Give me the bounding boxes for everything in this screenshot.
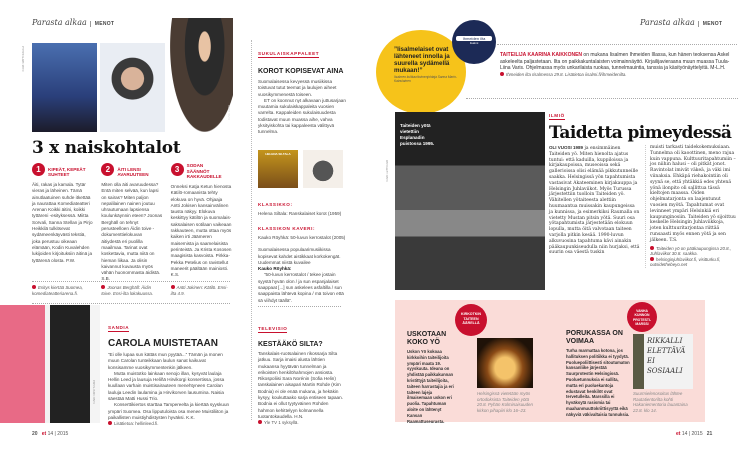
divider xyxy=(258,306,341,307)
caption-text: Taiteiden yö on pääkaupungissa 20.8., Juhlaviikot 30.8. saakka. xyxy=(650,245,732,257)
photo-woman-hood xyxy=(170,18,233,132)
divider xyxy=(32,281,230,282)
issue: 14 xyxy=(47,431,54,437)
album-cover-royhka xyxy=(303,150,343,188)
page-title: 3 x naiskohtalot xyxy=(32,138,181,158)
box-title: PORUKASSA ON VOIMAA xyxy=(566,330,623,345)
label: KLASSIKKO: xyxy=(258,201,293,207)
section-label: Parasta alkaa xyxy=(32,18,87,27)
info-line xyxy=(650,246,737,257)
article-text: Suomalaisessa populaarimusiikissa kopisevat kahdet aistikkaat korkokengät. Uudemmat niistä kuvailee xyxy=(258,247,341,265)
album-cover-siltala: HELENA SILTALA xyxy=(258,150,298,188)
page-number: 20 xyxy=(32,431,38,437)
link-text[interactable]: helsinginjuhlaviikot.fi, visitturku.fi, outsidethebeyo.net xyxy=(650,256,721,268)
item-3 xyxy=(171,163,232,283)
item-caption xyxy=(32,285,93,296)
caption-text: Esitys kiertää Suomea, komediateatteriarena.fi. xyxy=(32,285,83,296)
right-page-header xyxy=(640,18,722,27)
song-info: Kauko Röyhkä: 50-luvun kerrostalot (2005) xyxy=(258,234,346,240)
section-label: Parasta alkaa xyxy=(640,18,695,27)
photo-credit: KUVA: LEHTIKUVA xyxy=(386,160,389,182)
article-title: Taidetta pimeydessä xyxy=(549,123,732,143)
magazine-name: et xyxy=(41,431,47,437)
section-kicker: ILMIÖ xyxy=(549,113,565,118)
divider xyxy=(32,303,230,304)
column-divider xyxy=(251,40,252,420)
photo-caption: Suurmielenosoitus lähtee Rautatientorilta kohti Hakaniementoria lauantaina 22.8. klo 14. xyxy=(633,391,688,413)
category-label: MENOT xyxy=(90,21,115,27)
number-badge: 2 xyxy=(101,163,114,176)
item-text: Äiti, rakas ja kamala. Tytär vieras ja läheinen. Tämä ainutlaatuinen suhde itkettää ja naurattaa Komediateatteri Arenan Koikki äitini, koikki tyttäreni -esityksessä. Miitta Sorvali, Sanna Stellan ja Pirjo Heikkilä tulkitsevat sydämeenkäyvästi tekstiä, joka perustuu oikeaan elämään, Kodin Kuvalehden lukijoiden kirjoituksiin äitinä ja tyttärenä olosta. P.W. xyxy=(32,182,93,263)
badge-kirkot: KIRKOTKIN TAITEEN ÄÄRELLÄ xyxy=(455,304,487,336)
badge-protesti: VANHA KUNNON PROTESTI-MARSSI xyxy=(627,302,657,332)
intro-body: on mukana Iisalmen Ihmeiden Illassa, kun hänen teoksensa Askel askeleelta paljastetaan. Ilta on paikkakuntalaisten voimainnäyttö. Kirjailijavieraana muun muassa Tuula-Liina Varis. Ohjelmassa myös unkarilaista ruokaa, tunnelmauintia, tanssia ja käsityönäyttelyitä. M-L.H. xyxy=(500,52,730,71)
photo-protest-sign: RIKKALLI ELETTÄVÄ EI SOSIAALI xyxy=(633,334,693,389)
item-heading: ÄITI LENSI AVARUUTEEN xyxy=(117,166,149,177)
caption-text: Antti Jokinen: Kätilö. Ensi-ilta 4.9. xyxy=(170,285,228,296)
item-caption xyxy=(171,285,232,296)
item-2 xyxy=(101,163,162,283)
caption-text: Joonas Berghäll: Äidin toive. Ensi-ilta lokakuussa. xyxy=(101,285,154,296)
left-page-header xyxy=(32,18,114,27)
article-text: ET on koonnut nyt alkavaan juttusarjaan muutamia sukulaiskappaleita vuosien varrelta. Kappaleiden sukulaisuudesta todistavat muun muassa aihe, vahva yksityiskohta tai kappaleesta välittyvä tunnelma. xyxy=(258,97,346,135)
issue: 14 xyxy=(681,431,688,437)
sukulais-article xyxy=(258,42,346,304)
logo-text: Iisalmi xyxy=(469,41,479,45)
info-line xyxy=(650,257,737,268)
quote-label: Kauko Röyhkä: xyxy=(258,266,292,272)
photo-singers xyxy=(0,305,100,423)
number-badge: 3 xyxy=(171,163,184,176)
photo-caption: Helsingissä vietetään myös ortodoksista Taiteiden yötä 20.8. Pyhän Kolminaisuuden kirkon pihapiiri klo 16–23. xyxy=(477,391,533,413)
box-text: Uskon Yö kokoaa kirkkoihin taiteilijoita ympäri maata 19. syyskuuta. Ideana on yhdistää paikkakunnan kristittyjä taiteilijoita, taiteen harrastajia ja eri taiteen lajeja ilmaisemaan uskon eri puolia. Tapahtuman aloite on lähtenyt Kansan Raamattuseurasta. xyxy=(407,349,454,424)
year: 2015 xyxy=(57,431,69,437)
item-text: Onneksi Katja Ketun hienosta Kätilö-romaanista tehty elokuva on hyvä. Ohjaaja Antti Jokisen kansainvälinen tausta näkyy. Elokuva keskittyy kätilön ja suomalais-saksalaisen sotilaan vaikeaan rakkauteen, mutta ottaa myös kaiken irti Jäämeren maisemista ja saamelaisista perinteistä. Ja Krista Kososen maagisista kasvoista. Pirkka-Pekka Petelius on ravistellut maneerit päältään mainiosti. K.S. xyxy=(170,184,232,278)
article-title: KOROT KOPISEVAT AINA xyxy=(258,68,344,75)
article-text: muisti tarkasti taidekokemuksiaan. Tunnelma oli kaoottinen, meno rajua kuin vappuna. Kulttuuritapahtumiin – jos niihin halusi – oli pitkät jonot. Ravintolat imivät väkeä, ja väki imi viinaksia. Ehkäpä riehakointiin oli syynä se, että yhtäkkiä edes yhtenä yönä ilonpito oli sallittua tässä kieltojen maassa. Öiden ohjelmatarjonta on laajentunut vuosien myötä. Tapahtumat ovat levinneet ympäri Helsinkiä eri kaupunginosiin. Taiteiden yö sijoittuu keskelle Helsingin Juhlaviikkoja, joten kulttuuritarjontaa riittää runsaasti myös ennen yötä ja sen jälkeen. T.S. xyxy=(650,145,736,243)
box-text: Turha marmattaa kotona, jos hallituksen politiikka ei tyydytä. Puoluepoliittisesti sitoutumaton kansanliike järjestää Suurprotestin Helsingissä. Puoluetunnuksia ei sallita, mutta eri puoluekantoja edustavat henkilöt ovat tervetulleita. Marssilla ei hyväksytä rasismia tai maahanmuuttokriittisyyttä eikä näkyviä väkivaltaisia tunnuksia. xyxy=(566,348,630,417)
photo-credit: KUVA: EROS xyxy=(228,105,231,121)
category-label: MENOT xyxy=(698,21,723,27)
ilmio-article xyxy=(549,104,737,268)
photo-credit: KUVA: MATTI RAJALA xyxy=(22,46,25,72)
porukassa-item xyxy=(566,330,630,418)
bubble-quote: ”Iisalmelaiset ovat lähteneet innolla ja suurella sydämellä mukaan!” xyxy=(394,46,450,74)
carola-article xyxy=(108,316,232,427)
tv-article xyxy=(258,317,343,426)
logo-text: Ihmeiden ilta xyxy=(456,36,492,41)
caption-text[interactable]: Lisätietoa: hellinleed.fi. xyxy=(114,421,159,427)
uskotaan-item xyxy=(407,331,457,424)
item-1 xyxy=(32,163,93,283)
article-text: Konserttikiertos starttaa Tampereelta ja kiertää syyskuun ympäri Suomea. Osa lipputuloista osa menee Muistiliiton ja paikallisten muistiyhdistysten hyväksi. K.K. xyxy=(108,402,230,420)
photo-candles xyxy=(477,338,533,388)
song-info: Helena Siltala: Ranskalaiset korot (1959) xyxy=(258,210,342,216)
article-text: Mutta muistotko lainkaan senojo illan, kysyvät laulaja Hellin Leed ja lausuja Heliñä Hirvikorgi konsertissa, jossa kuullaan varhain muistisairauteen menehtyneen Carolan lauluja Leedin laulamina ja Hirvikorven lausumina. Naisia säestää Matti Hussi Trio. xyxy=(108,370,225,402)
right-footer: et 14 | 2015 21 xyxy=(676,431,713,437)
lyrics-quote: ”50-luvun kerrostalot / tekee jostain syystä hyvän olon / ja sun espanjalaiset saappaat [...] sun askelees asfaltilla / sun saappaista lähtevä kopina / mä toivon että sä viihdyt täällä”. xyxy=(258,272,344,303)
article-title: CAROLA MUISTETAAN xyxy=(108,338,218,349)
article-title: KESTÄÄKÖ SILTA? xyxy=(258,341,323,348)
article-caption xyxy=(108,421,232,427)
three-items xyxy=(32,163,232,283)
photo-caption: Taiteiden yötä vietettiin Esplanadin puistossa 1995. xyxy=(400,123,435,146)
article-text: Suomalaisessa kevyessä musiikissa toistuvat tutut teemat ja laulujen aiheet vuosikymmenestä toiseen. xyxy=(258,79,337,97)
intro-text xyxy=(500,52,730,77)
label: KLASSIKON KAVERI: xyxy=(258,225,316,231)
number-badge: 1 xyxy=(32,163,45,176)
section-kicker: SANDIA xyxy=(108,325,130,330)
box-title: USKOTAAN KOKO YÖ xyxy=(407,331,447,346)
section-kicker: TELEVISIO xyxy=(258,326,288,331)
article-col-1 xyxy=(549,145,640,268)
ihmeiden-ilta-logo xyxy=(452,20,496,64)
photo-credit: KUVA: KIRSI TUURA xyxy=(93,380,96,404)
year: 2015 xyxy=(691,431,703,437)
divider xyxy=(497,44,737,45)
divider xyxy=(466,98,738,99)
article-lead: OLI VUOSI 1989 xyxy=(549,145,584,150)
intro-lead: TAITEILIJA KAARINA KAIKKONEN xyxy=(500,52,583,58)
item-heading: KIPEÄT, KEPEÄT SUHTEET xyxy=(48,166,86,177)
item-caption xyxy=(101,285,162,296)
magazine-name: et xyxy=(676,431,681,437)
caption-text: Yle TV 1 syksyllä. xyxy=(264,420,299,426)
item-heading: SODAN SÄÄNNÖT RAKKAUDELLE xyxy=(186,163,222,179)
article-text: ja ensimmäinen Taiteiden yö. Miten hienolta ajatus tuntui: että kaduilla, kuppiloissa ja kirjakaupoissa, museoissa sekä gallerioissa olisi elämää pikkutunneille saakka. Helsingissä yön tapahtumista vastasivat Akateeminen kirjakauppa ja Helsingin Juhlaviikot. Myös Turussa järjestettiin tuolloin Taiteiden yö. Vähitellen yötaiteesta alettiin huumaantua muissakin kaupungeissa ja kunnissa, ja esimerkiksi Raumalla on vietetty Mustan pitsin yötä. Suuri osa yötapahtumista järjestetään elokuun lopulla, mutta öitä valvotaan taiteen varjolla pitkin kesää. 1990-luvun alkuvuosina tapahtuma kävi ainakin pääkaupunkiseudulla niin hurjaksi, että suurin osa väestä tuskin xyxy=(549,146,640,256)
caption-text: Ihmeiden ilta Iisalmessa 29.8. Lisätietoa iisalmi.fi/ihmeidenilta. xyxy=(506,71,627,77)
photo-astronaut xyxy=(100,43,165,132)
item-text: Miten olla äiti avaruudessa? Entä miten selvää, kun lapsi on sairas? Miten paljon nepalilainen nainen joutuu uhrautumaan lapsiensa koulunkäynnin eteen? Joonas Berghäll on tehnyt perusteelloen Äidin toive -dokumenttielokuvan äitiydestä eri puolilla maailmaa. Tarinat ovat koskettavia, mutta niitä on hieman liikaa. Ja olisin kaivannut kuvausta myös vähän huonommasta äidistä. S.B. xyxy=(101,182,163,282)
article-caption xyxy=(258,420,343,426)
left-footer: 20 et 14 | 2015 xyxy=(32,431,69,437)
page-number: 21 xyxy=(706,431,713,437)
article-col-2 xyxy=(645,145,737,268)
bubble-attribution: Iisalmen kulttuuritoimenjohtaja Sanna Marin-Kainulainen xyxy=(394,75,457,83)
article-text: ”Ei olle lupaa sun kättäs mun pyytää...” Tämän ja monen muun Carolan tunteikkaan laulun sanat kaikuvat konsisamme vuosikymmentenkin jälkeen. xyxy=(108,352,223,370)
photo-theatre xyxy=(32,43,97,132)
article-text: Tanskalais-ruotsalainen rikossarja Silta jatkuu. Sarja imaisi alusta lähtien mukaansa hyytävän tunnelman ja erikoisten henkilöhahmojen ansiosta. Rikospoliisi Sara Norénin (Sofia Helin) tanskalainen aisapari Martin Rohde (Kim Bodnia) ei ole enää mukana, ja hekäkin kysyy, koukuttaako sarja entiseen tapaan. Bodnia ei ollut tyytyväinen Rohden hahmon kehittelyyn kolmannella tuotantokaudella. H.N. xyxy=(258,351,343,419)
section-kicker: SUKULAISKAPPALEET xyxy=(258,51,320,56)
intro-caption xyxy=(500,72,730,78)
